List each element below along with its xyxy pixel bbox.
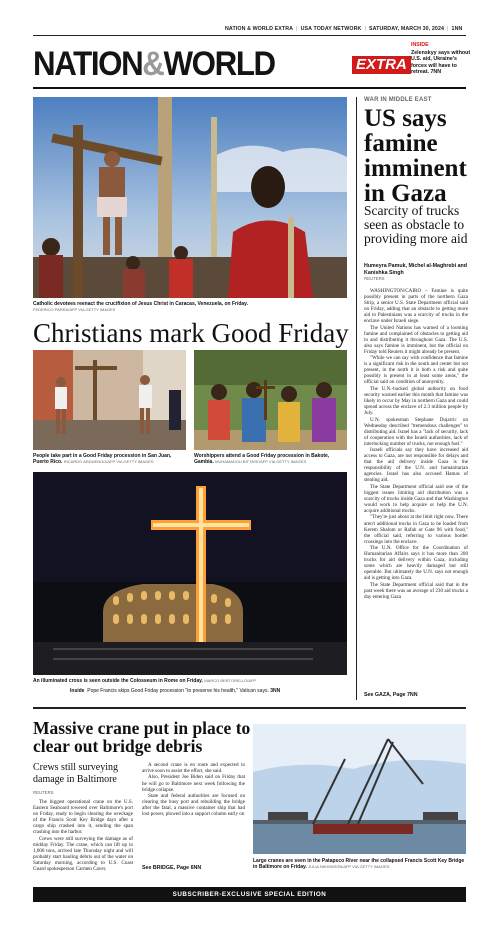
masthead-world: WORLD (163, 45, 275, 83)
crane-photo (253, 724, 466, 854)
crucifixion-caption (33, 301, 347, 313)
gaza-paragraph: The U.N. Office for the Coordination of Humanitarian Affairs says it has more than 200 trucks for aid delivery within Gaza, including some which are heavily damaged but still operable. But ultimately the U.N. says not enough aid is getting into Gaza. (364, 545, 468, 582)
inside-label: INSIDE (411, 42, 429, 48)
inside-ref-page: 3NN (270, 688, 281, 694)
bridge-body-col2 (142, 762, 245, 860)
crucifixion-credit: FEDERICO PARRA/AFP VIA GETTY IMAGES (33, 307, 116, 313)
gaza-body (364, 288, 468, 690)
crucifixion-caption-text: Catholic devotees reenact the crucifixion of Jesus Christ in Caracas, Venezuela, on Friday. (33, 301, 248, 307)
bridge-byline-org: REUTERS (33, 790, 54, 795)
gaza-jump-link[interactable]: See GAZA, Page 7NN (364, 692, 418, 698)
gaza-paragraph: U.N. spokesman Stephane Dujarric on Wednesday described "tremendous challenges" to distributing aid. Israel has a "lack of security, lack of cooperation with the Israeli authorities, lack of interlocking number of trucks, not enough fuel." (364, 416, 468, 447)
column-divider (356, 97, 357, 700)
san-juan-caption (33, 453, 188, 465)
san-juan-photo (33, 350, 186, 450)
crane-caption (253, 858, 466, 870)
gaza-paragraph: The State Department official said one of the biggest issues limiting aid distribution was a scarcity of trucks inside Gaza and that Washington would work to help acquire or help the U.N. acquire additional trucks. (364, 483, 468, 515)
san-juan-caption-text: People take part in a Good Friday procession in San Juan, Puerto Rico. (33, 453, 172, 466)
gaza-paragraph: The U.N.-backed global authority on food security warned earlier this month that famine was likely to occur by May in northern Gaza and could spread across the enclave of 2.3 million people by July. (364, 385, 468, 417)
gambia-caption (194, 453, 349, 465)
bridge-paragraph: State and federal authorities are focused on clearing the busy port and rebuilding the bridge after the fatal, a massive container ship that had lost power, plowed into a support column early on (142, 793, 245, 818)
inside-text: Zelenskyy says without U.S. aid, Ukraine's forces will have to retreat. (411, 50, 471, 76)
pope-inside-ref[interactable] (70, 688, 350, 694)
gaza-paragraph: "While we can say with confidence that famine is a significant risk in the south and center but not present, in the north it is both a risk and quite possibly is present in at least some areas," the official said on condition of anonymity. (364, 355, 468, 386)
masthead-title (33, 45, 296, 83)
gaza-deck: Scarcity of trucks seen as obstacle to providing more aid (364, 203, 468, 246)
good-friday-headline[interactable]: Christians mark Good Friday (33, 318, 349, 348)
gambia-caption-text: Worshippers attend a Good Friday procession in Bakote, Gambia. (194, 453, 330, 466)
masthead-rule (33, 87, 466, 89)
gaza-paragraph: Israeli officials say they have increased aid access to Gaza, are not responsible for delays and that the aid delivery inside Gaza is the responsibility of the U.N. and humanitarian agencies. Israel has also accused Hamas of stealing aid. (364, 447, 468, 484)
inside-ref-text: Pope Francis skips Good Friday procession "to preserve his health," Vatican says. (87, 688, 269, 694)
edition-code: 1NN (451, 26, 463, 32)
gaza-byline (364, 263, 468, 283)
gambia-photo (194, 350, 347, 450)
inside-teaser[interactable] (411, 42, 471, 76)
bridge-paragraph: A second crane is en route and expected to arrive soon to assist the effort, she said. (142, 762, 245, 775)
gaza-paragraph: The United Nations has warned of a looming famine and complained of obstacles to getting aid in and distributing it throughout Gaza. The U.S. also says famine is imminent, but the official on Friday told Reuters it might already be present. (364, 324, 468, 355)
gaza-paragraph: "They're just about at the limit right now. There aren't additional trucks in Gaza to be loaded from Kerem Shalom or Rafah or Gate 96 with food," the official said, referring to various border crossings into the enclave. (364, 514, 468, 545)
inside-ref-label: Inside (70, 688, 85, 694)
gaza-headline[interactable]: US says famine imminent in Gaza (364, 105, 467, 207)
masthead-nation: NATION (33, 45, 143, 83)
colosseum-caption (33, 678, 347, 684)
top-rule (33, 35, 466, 36)
top-strip: NATION & WORLD EXTRA | USA TODAY NETWORK | SATURDAY, MARCH 30, 2024 | 1NN (225, 26, 463, 32)
gaza-kicker: WAR IN MIDDLE EAST (364, 97, 432, 103)
bridge-paragraph: Also, President Joe Biden said on Friday that he will go to Baltimore next week following the bridge collapse. (142, 774, 245, 793)
gaza-paragraph: WASHINGTON/CAIRO – Famine is quite possibly present in parts of the northern Gaza Strip, a senior U.S. State Department official said on Friday, adding that an obstacle to getting more aid to Palestinians was a scarcity of trucks in the enclave under Israeli siege. (364, 288, 468, 325)
bridge-paragraph: The biggest operational crane on the U.S. Eastern Seaboard towered over Baltimore's port on Friday, ready to begin clearing the wreckage of the Francis Scott Key Bridge days after a cargo ship crashed into it, sending the span crashing into the harbor. (33, 799, 133, 836)
colosseum-photo (33, 472, 347, 675)
bridge-headline[interactable]: Massive crane put in place to clear out bridge debris (33, 718, 251, 756)
colosseum-caption-text: An illuminated cross is seen outside the Colosseum in Rome on Friday. (33, 678, 203, 684)
gaza-paragraph: The State Department official said that in the past week there was an average of 230 aid trucks a day entering Gaza (364, 581, 468, 600)
footer-banner: SUBSCRIBER-EXCLUSIVE SPECIAL EDITION (33, 887, 466, 902)
network-name: USA TODAY NETWORK (300, 26, 362, 32)
crucifixion-photo (33, 97, 347, 298)
section-divider (33, 707, 466, 709)
inside-page: 7NN (430, 69, 442, 76)
colosseum-credit: MARCO BERTORELLO/AFP (204, 678, 256, 683)
bridge-deck: Crews still surveying damage in Baltimore (33, 762, 118, 785)
bridge-body-col1 (33, 799, 133, 875)
bridge-paragraph: Crews were still surveying the damage as of midday Friday. The crane, which can lift up to 1,000 tons, arrived late Thursday night and will probably start hauling debris out of the water on Saturday morning, according to U.S. Coast Guard spokesperson Carmen Caver. (33, 835, 133, 872)
section-name: NATION & WORLD EXTRA (225, 26, 294, 32)
issue-date: SATURDAY, MARCH 30, 2024 (368, 26, 445, 32)
bridge-jump-link[interactable]: See BRIDGE, Page 6NN (142, 865, 202, 871)
gambia-credit: MUHAMADOU BITTAYE/AFP VIA GETTY IMAGES (215, 459, 307, 465)
masthead-ampersand: & (142, 45, 164, 83)
crane-credit: JULIA NIKHINSON/AFP VIA GETTY IMAGES (308, 864, 390, 870)
gaza-byline-org: REUTERS (364, 276, 385, 282)
extra-badge: EXTRA (352, 56, 411, 74)
crane-caption-text: Large cranes are seen in the Patapsco River near the collapsed Francis Scott Key Bridge in Baltimore on Friday. (253, 858, 465, 871)
gaza-byline-names: Humeyra Pamuk, Michel al-Maghrebi and Kanishka Singh (364, 263, 468, 276)
san-juan-credit: RICARDO ARDUENGO/AFP VIA GETTY IMAGES (63, 459, 154, 465)
